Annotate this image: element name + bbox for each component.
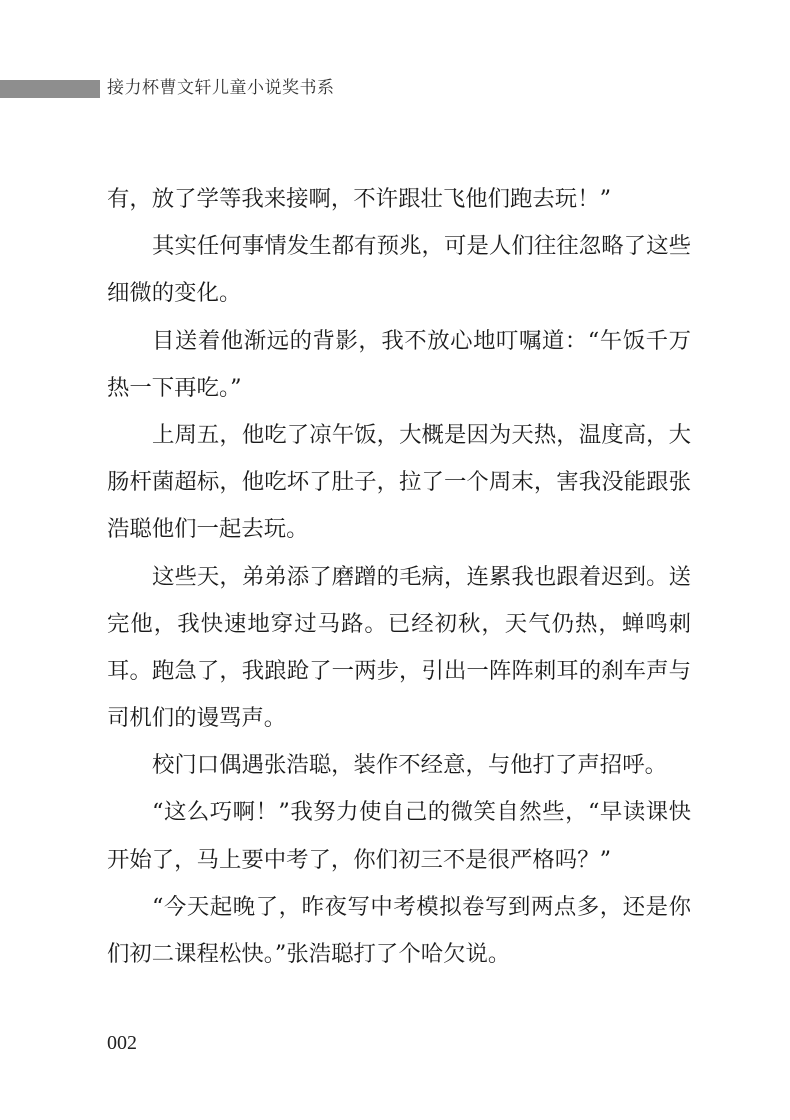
text-line: 校门口偶遇张浩聪，装作不经意，与他打了声招呼。: [152, 752, 667, 779]
text-line: 这些天，弟弟添了磨蹭的毛病，连累我也跟着迟到。送: [152, 563, 691, 590]
text-line: 细微的变化。: [107, 280, 242, 307]
text-line: 肠杆菌超标，他吃坏了肚子，拉了一个周末，害我没能跟张: [107, 469, 691, 496]
text-line: 耳。跑急了，我踉跄了一两步，引出一阵阵刺耳的刹车声与: [107, 657, 691, 684]
text-line: 们初二课程松快。”张浩聪打了个哈欠说。: [107, 941, 511, 967]
body-text: [107, 176, 691, 978]
text-line: 司机们的谩骂声。: [107, 705, 287, 732]
text-line: 其实任何事情发生都有预兆，可是人们往往忽略了这些: [152, 233, 691, 260]
text-line: 目送着他渐远的背影，我不放心地叮嘱道：“午饭千万: [152, 327, 691, 354]
text-line: “这么巧啊！”我努力使自己的微笑自然些，“早读课快: [152, 799, 691, 826]
text-line: 上周五，他吃了凉午饭，大概是因为天热，温度高，大: [152, 421, 691, 448]
page-number: 002: [107, 1032, 137, 1054]
running-header-title: 接力杯曹文轩儿童小说奖书系: [107, 78, 335, 98]
text-line: “今天起晚了，昨夜写中考模拟卷写到两点多，还是你: [152, 893, 691, 920]
text-line: 有，放了学等我来接啊，不许跟壮飞他们跑去玩！”: [107, 186, 612, 212]
header-decor-bar: [0, 80, 100, 98]
text-line: 浩聪他们一起去玩。: [107, 516, 309, 543]
text-line: 完他，我快速地穿过马路。已经初秋，天气仍热，蝉鸣刺: [107, 610, 691, 637]
text-line: 热一下再吃。”: [107, 374, 242, 401]
text-line: 开始了，马上要中考了，你们初三不是很严格吗？”: [107, 846, 612, 873]
